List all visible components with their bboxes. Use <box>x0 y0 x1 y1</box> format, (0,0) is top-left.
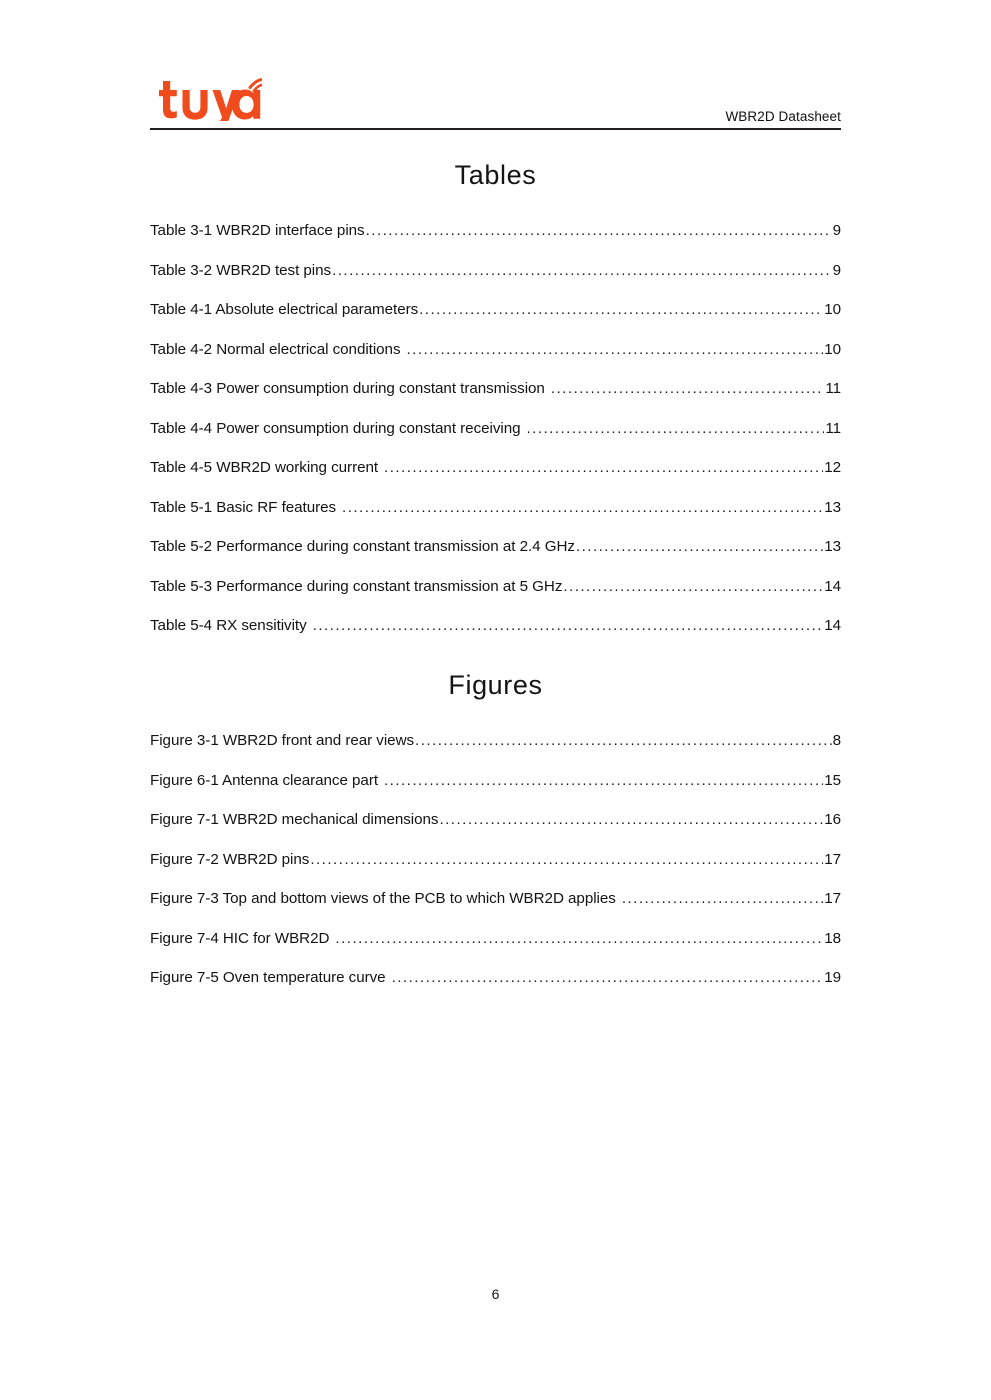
toc-dot-leader <box>439 811 823 828</box>
toc-dot-leader <box>310 851 823 868</box>
toc-entry-page-number: 13 <box>824 498 841 516</box>
toc-entry[interactable] <box>150 262 841 302</box>
toc-entry[interactable] <box>150 301 841 341</box>
header-document-title: WBR2D Datasheet <box>725 108 841 124</box>
toc-dot-leader <box>576 538 823 555</box>
toc-dot-leader <box>407 341 824 358</box>
toc-entry-page-number: 14 <box>824 577 841 595</box>
toc-dot-leader <box>342 499 823 516</box>
toc-entry[interactable] <box>150 222 841 262</box>
toc-entry[interactable] <box>150 538 841 578</box>
tuya-logo <box>158 75 262 126</box>
toc-entry-page-number: 17 <box>824 890 841 907</box>
toc-entry-label: Figure 7-3 Top and bottom views of the PCB to which WBR2D applies <box>150 890 616 907</box>
toc-entry[interactable] <box>150 772 841 812</box>
toc-dot-leader <box>332 262 832 279</box>
toc-entry[interactable] <box>150 499 841 539</box>
section-heading-figures: Figures <box>448 670 543 700</box>
section-heading-tables: Tables <box>454 160 537 190</box>
toc-dot-leader <box>527 420 825 437</box>
toc-entry-label: Figure 7-2 WBR2D pins <box>150 850 310 868</box>
toc-entry-label: Table 5-1 Basic RF features <box>150 498 337 516</box>
toc-entry-page-number: 10 <box>824 301 841 318</box>
toc-entry[interactable] <box>150 341 841 381</box>
toc-entry-label: Table 4-1 Absolute electrical parameters <box>150 301 419 318</box>
toc-entry-label: Table 3-2 WBR2D test pins <box>150 261 332 279</box>
toc-entry[interactable] <box>150 578 841 618</box>
toc-dot-leader <box>622 890 823 907</box>
toc-entry-label: Figure 7-5 Oven temperature curve <box>150 969 386 986</box>
toc-entry-page-number: 15 <box>824 771 841 789</box>
toc-dot-leader <box>384 772 823 789</box>
toc-entry-page-number: 11 <box>825 380 841 397</box>
toc-entry-page-number: 9 <box>832 261 841 279</box>
toc-entry[interactable] <box>150 420 841 460</box>
toc-dot-leader <box>415 732 832 749</box>
toc-dot-leader <box>366 222 832 239</box>
toc-entry[interactable] <box>150 732 841 772</box>
toc-entry-page-number: 17 <box>824 850 841 868</box>
toc-entry-label: Figure 7-1 WBR2D mechanical dimensions <box>150 811 439 828</box>
toc-entry[interactable] <box>150 930 841 970</box>
toc-entry-label: Table 5-4 RX sensitivity <box>150 617 307 634</box>
toc-entry-page-number: 18 <box>824 929 841 947</box>
toc-entry[interactable] <box>150 851 841 891</box>
toc-entry-page-number: 12 <box>824 459 841 476</box>
toc-dot-leader <box>551 380 825 397</box>
toc-entry-page-number: 14 <box>824 617 841 634</box>
toc-entry-page-number: 19 <box>824 969 841 986</box>
toc-entry-page-number: 10 <box>824 340 841 358</box>
toc-entry-page-number: 11 <box>825 419 841 437</box>
page-number: 6 <box>491 1286 500 1302</box>
toc-entry[interactable] <box>150 459 841 499</box>
toc-entry-label: Table 5-2 Performance during constant transmission at 2.4 GHz <box>150 538 575 555</box>
toc-entry-page-number: 9 <box>832 222 841 239</box>
toc-entry-page-number: 13 <box>824 538 841 555</box>
toc-entry-label: Figure 7-4 HIC for WBR2D <box>150 929 330 947</box>
toc-list-tables <box>150 222 841 657</box>
toc-entry-label: Table 3-1 WBR2D interface pins <box>150 222 365 239</box>
page-footer <box>0 1286 991 1302</box>
toc-dot-leader <box>392 969 824 986</box>
toc-entry-label: Table 4-3 Power consumption during constant transmission <box>150 380 545 397</box>
toc-entry-label: Table 4-5 WBR2D working current <box>150 459 379 476</box>
toc-entry-label: Table 4-4 Power consumption during constant receiving <box>150 419 521 437</box>
toc-entry-label: Figure 3-1 WBR2D front and rear views <box>150 732 415 749</box>
toc-entry-label: Figure 6-1 Antenna clearance part <box>150 771 378 789</box>
toc-entry[interactable] <box>150 617 841 657</box>
toc-dot-leader <box>313 617 824 634</box>
toc-entry[interactable] <box>150 380 841 420</box>
page-header <box>150 62 841 130</box>
toc-dot-leader <box>419 301 823 318</box>
toc-entry-page-number: 16 <box>824 811 841 828</box>
toc-entry[interactable] <box>150 811 841 851</box>
toc-entry[interactable] <box>150 890 841 930</box>
toc-dot-leader <box>563 578 823 595</box>
toc-entry-page-number: 8 <box>832 732 841 749</box>
toc-entry[interactable] <box>150 969 841 1009</box>
toc-dot-leader <box>335 930 823 947</box>
toc-entry-label: Table 4-2 Normal electrical conditions <box>150 340 401 358</box>
toc-entry-label: Table 5-3 Performance during constant transmission at 5 GHz <box>150 577 563 595</box>
toc-dot-leader <box>384 459 823 476</box>
toc-list-figures <box>150 732 841 1009</box>
